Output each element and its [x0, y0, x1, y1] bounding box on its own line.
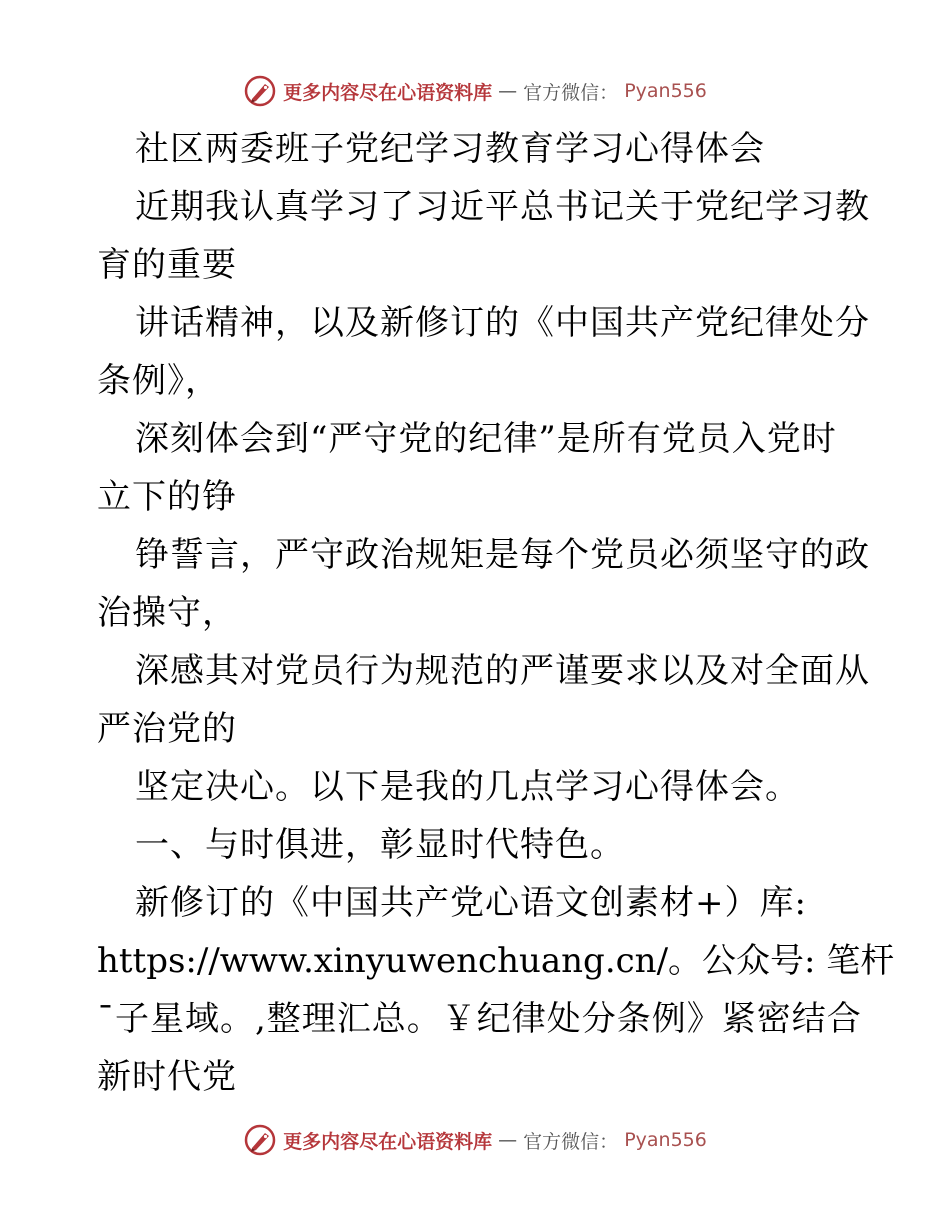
watermark-dash: — [498, 80, 518, 102]
paragraph-line: 坚定决心。以下是我的几点学习心得体会。 [135, 767, 800, 807]
watermark-wechat-handle: Pyan556 [624, 1129, 707, 1151]
paragraph-line: 近期我认真学习了习近平总书记关于党纪学习教 [135, 187, 870, 227]
paragraph-line: 新时代党 [97, 1057, 237, 1097]
watermark-brand-text: 更多内容尽在心语资料库 [283, 1130, 493, 1153]
watermark-contact-label: 官方微信： [523, 81, 619, 104]
footer-watermark [0, 1120, 950, 1160]
paragraph-line: 新修订的《中国共产党心语文创素材+）库: [135, 883, 807, 923]
paragraph-line: ¯子星域。,整理汇总。￥纪律处分条例》紧密结合 [97, 999, 862, 1039]
document-title: 社区两委班子党纪学习教育学习心得体会 [135, 129, 765, 169]
paragraph-line: 立下的铮 [97, 477, 237, 517]
paragraph-line: 治操守， [97, 593, 237, 633]
paragraph-line: 讲话精神，以及新修订的《中国共产党纪律处分 [135, 303, 870, 343]
document-body [97, 120, 895, 1106]
paragraph-line: 铮誓言，严守政治规矩是每个党员必须坚守的政 [135, 535, 870, 575]
watermark-contact-label: 官方微信： [523, 1130, 619, 1153]
paragraph-line: 深感其对党员行为规范的严谨要求以及对全面从 [135, 651, 870, 691]
pen-nib-logo-icon [243, 74, 277, 108]
watermark-dash: — [498, 1129, 518, 1151]
paragraph-line: 条例》， [97, 361, 220, 401]
paragraph-line: 育的重要 [97, 245, 237, 285]
paragraph-line: 深刻体会到“严守党的纪律”是所有党员入党时 [135, 419, 837, 459]
section-heading: 一、与时俱进，彰显时代特色。 [135, 825, 625, 865]
pen-nib-logo-icon [243, 1123, 277, 1157]
header-watermark [0, 71, 950, 111]
watermark-brand-text: 更多内容尽在心语资料库 [283, 81, 493, 104]
paragraph-line-url: https://www.xinyuwenchuang.cn/。公众号: 笔杆 [97, 941, 895, 981]
paragraph-line: 严治党的 [97, 709, 237, 749]
watermark-wechat-handle: Pyan556 [624, 80, 707, 102]
